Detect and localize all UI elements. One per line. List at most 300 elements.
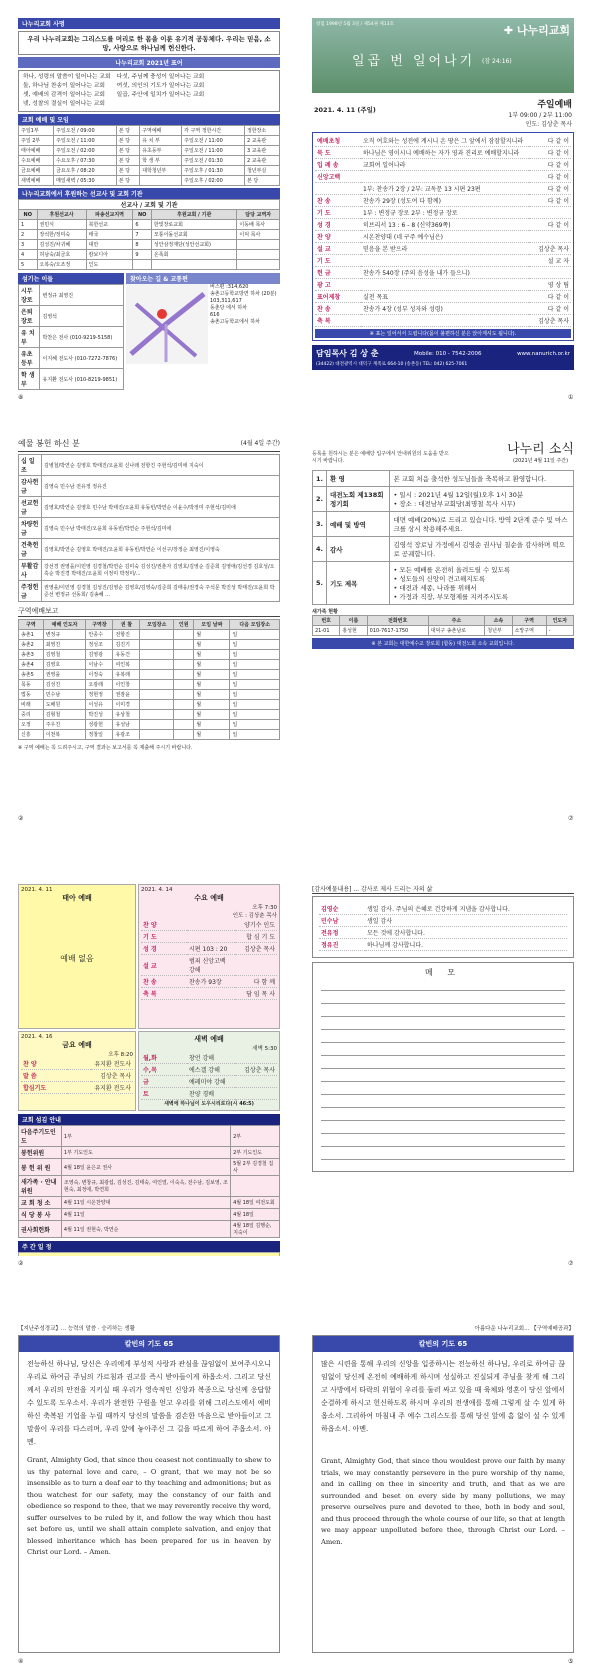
dawn-row-cell: 찬양 경배 [187,1088,235,1100]
times-row-cell: 태아예배 [19,146,54,156]
news-date: (2021년 4월 11일 주간) [512,458,569,464]
thanks-row [319,927,567,939]
offering-row-cell: 권영을/이민영 김경철 김성진/김영순 김영호/김영숙/김준희 김태웅/권경숙 주석문 박진성 박태진/오윤희 박준선 변정규 선동희/ 김송혜 ... [42,581,280,602]
order-row [315,135,571,147]
cell-row-cell: 신흥 [19,730,44,740]
offering-row [19,518,280,539]
cell-row-cell: 정창일 [86,730,113,740]
bus-label: 버스편 : [210,284,228,290]
cell-row-cell: 최영진 [43,640,86,650]
order-row-cell [361,171,529,183]
offering-row-cell: 김영숙 민수남 박태진/오윤희 유동빈/박연순 주현석/김미애 [42,518,280,539]
order-row-cell: 김상춘 목사 [529,243,571,255]
order-row [315,315,571,327]
bus-line [210,298,280,305]
cell-row-cell: 이천복 [43,730,86,740]
prayer-title: 칼빈의 기도 65 [19,1336,279,1352]
mission-row-cell: 한빛장로교회 [151,220,236,230]
cell-row-cell: 성광헌 [86,720,113,730]
offering-row-cell: 김영숙 민수남 전유정 정유진 [42,476,280,497]
news-row-cell: • 일시 : 2021년 4월 12일(월)오후 1시 30분 • 장소 : 대전남부교회당(최명철 목사 시무) [390,487,574,512]
cell-row [19,720,280,730]
times-row-cell [140,176,182,186]
times-row-cell: 대학청년부 [140,166,182,176]
order-row-cell: 믿음을 본 받으라 [361,243,529,255]
dawn-row-cell [235,1076,277,1088]
offering-row-cell: 김영호/박연순 김영호 민수남 박태진/오윤희 유동빈/박연순 이윤수/박정미 주현석/김미애 [42,497,280,518]
page-4 [18,1324,280,1660]
cell-row-cell: 이미경 [113,700,140,710]
cell-row-cell [140,680,174,690]
order-row-cell: 축 복 [315,315,361,327]
page-number: ① [568,394,574,401]
wed-row-cell: 성 경 [141,943,187,955]
cell-row-cell: 김영호 [43,660,86,670]
left-tag: 【지난주성경교】... 능력의 말씀 · 승리하는 생활 [18,1326,136,1332]
memo-box [312,962,574,1172]
cell-row-cell [140,650,174,660]
goal-item: 하나, 성령의 말씀이 일어나는 교회 [23,74,111,80]
mission-table [18,209,280,270]
cell-row [19,660,280,670]
goal-title: 나누리교회 2021년 표어 [18,57,280,68]
order-row-cell: 다 같 이 [529,291,571,303]
cell-row-cell: 권영을 [43,670,86,680]
news-row-cell: 기도 제목 [327,562,390,605]
staff-row-cell: 박찬은 전사 (010-9219-5158) [40,327,124,348]
news-row-cell: 감사 [327,537,390,562]
order-row [315,255,571,267]
times-row-cell: 주일오전 / 09:00 [54,126,117,136]
order-row-cell: 다 같 이 [529,303,571,315]
order-row [315,291,571,303]
page-number: ⑦ [568,815,574,822]
friday-worship-card [18,1031,136,1111]
cell-row-cell: 일 [230,720,280,730]
order-note: ※ 표는 일어서서 드립니다(몸이 불편하신 분은 앉아계셔도 됩니다). [315,329,571,338]
mission-row-cell: 9 [133,250,152,260]
mission-row-cell: 김성진/차귀혜 [37,240,86,250]
mission-row-cell: 온폭회 [151,250,236,260]
cell-row-cell: 월 [194,730,230,740]
mission-row-cell: 5 [19,260,38,270]
mission-row-cell: 오복숙/오조정 [37,260,86,270]
staff-row-cell: 이지혜 전도사 (010-7272-7876) [40,348,124,369]
cell-row-cell: 송촌4 [19,660,44,670]
mission-row-cell: 8 [133,240,152,250]
thanks-row-cell: 모든 것에 감사합니다. [365,927,567,939]
cell-report-table [18,619,280,740]
staff-row [19,369,124,390]
news-title: 나누리 소식 [507,442,574,457]
cell-row-cell: 이남수 [86,660,113,670]
offering-row-cell: 강선경 권영을/이민영 김경철/박연순 김미숙 김성진/권춘자 김영호/김영순 김준희 김영애/김선경 김호성/오혹순 박진경 박태진/오윤희 이정미 박정미/... [42,560,280,581]
prayer-korean: 전능하신 하나님, 당신은 우리에게 부성적 사랑과 관심을 끊임없이 보여주시오니 우리로 하여금 주님의 가르침과 권고를 즉시 받아들이게 하옵소서. 그리고 당신께서 우리의 안전을 지키실 때 우리가 영속적인 신앙과 복종으로 당신께 응답할 수 있도록 도우소서. 우리가 완전한 구원을 얻고 우리를 위해 그리스도에서 예비하신 축복된 기업을 누릴 때까지 당신의 말씀을 겸손한 마음으로 받아들이고 그 말씀이 우리를 다스리며, 우리 앞에 놓아주신 그 길을 따르게 하여 주옵소서. 아멘. [27,1360,271,1446]
times-row [19,136,280,146]
page-3 [18,884,280,1256]
cell-row-cell: 오광래 [86,680,113,690]
table-header: 모임장소 [140,620,174,630]
order-row-cell [315,183,361,195]
dawn-row [141,1064,277,1076]
mission-row-cell: 허남숙/최금호 [37,250,86,260]
cell-row-cell [174,670,194,680]
memo-line [321,1134,565,1147]
order-row-cell: 찬송가 29장 (성도여 다 함께) [361,195,529,207]
staff-row [19,390,124,391]
mission-row [19,250,280,260]
bus-value: 616 [210,312,220,318]
bulletin-date: 2021. 4. 11 (주일) [314,106,376,114]
cell-row-cell: 법동 [19,690,44,700]
goals-right [117,73,205,109]
page-number: ⑧ [18,394,24,401]
times-row-cell: 정한장소 [244,126,279,136]
cell-row-cell: 송촌3 [19,650,44,660]
memo-line [321,1082,565,1095]
cell-row-cell: 월 [194,680,230,690]
dawn-row-cell [235,1088,277,1100]
mission-row-cell: 6 [133,220,152,230]
thanks-row-cell: 민수남 [319,915,365,927]
dawn-row-cell: 예레미야 강해 [187,1076,235,1088]
cell-row-cell: 일 [230,710,280,720]
table-header: 구역 [19,620,44,630]
mission-row-cell: 이동배 목사 [237,220,280,230]
newfam-row-cell: 010-7617-1750 [367,626,428,636]
cell-row [19,670,280,680]
times-row-cell: 본 당 [116,156,139,166]
serve-row-cell: 4월 11일 시온찬양대 [61,1197,230,1209]
cell-row-cell: 송촌5 [19,670,44,680]
wednesday-order [141,919,277,1000]
date: 2021. 4. 14 [141,887,173,893]
cell-row-cell: 변정규 [43,630,86,640]
order-row-cell: 광 고 [315,279,361,291]
serve-row [19,1197,280,1209]
leader: 인도 : 김상춘 목사 [232,913,277,919]
wed-row [141,955,277,976]
cell-row-cell: 유성남 [113,720,140,730]
serve-row-cell: 4월 18일 윤은교 권사 [61,1159,230,1176]
goal-item: 일곱, 주안에 일치가 일어나는 교회 [116,92,205,98]
cell-row-cell [174,730,194,740]
times-row-cell: 금요오후 / 08:20 [54,166,117,176]
staff-row-cell: 학 생 부 [19,369,40,390]
prayer-english: Grant, Almighty God, that since thou ceasest not continually to shew to us thy paternal love and care, – O grant, that we may not be so insensible as to turn a deaf ear to thy teaching and admonitions; but as thou watchest for our safety, may the constancy of our faith and obedience so respond to thee, that we may reverently receive thy word, suffer ourselves to be ruled by it, and follow the way which thou hast set before us, until we shall attain complete salvation, and enjoy that blessed inheritance which has been prepared for us in heaven by Christ our Lord. – Amen. [27,1456,271,1556]
fri-row-cell [67,1082,91,1094]
order-row-cell: 시온찬양대 (네 구주 예수님은) [361,231,529,243]
times-row [19,146,280,156]
cell-row [19,730,280,740]
order-row-cell: 성 경 [315,219,361,231]
order-row-cell [529,231,571,243]
offering-row-cell: 부활감사 [19,560,42,581]
times-row-cell: 본 당 [116,166,139,176]
logo-icon: ✚ [503,24,517,37]
times-row-cell: 매일새벽 / 05:30 [54,176,117,186]
friday-order [21,1058,133,1094]
banner-title: 일곱 번 일어나기 [352,54,476,69]
staff-table [18,284,124,390]
cell-row-cell: 월 [194,710,230,720]
order-row [315,183,571,195]
vision-title: 나누리교회 사명 [18,18,280,29]
offering-table [18,454,280,602]
bus-value: 송촌고등학교에서 하차 [210,319,260,325]
memo-line [321,1004,565,1017]
wed-row-cell [187,919,235,931]
memo-line [321,1108,565,1121]
order-row-cell: 입 례 송 [315,159,361,171]
staff-row [19,348,124,369]
staff-row-cell [19,390,40,391]
news-row [313,562,574,605]
staff-row [19,306,124,327]
cell-row [19,710,280,720]
times-row [19,166,280,176]
cell-row-cell [140,690,174,700]
fri-row [21,1082,133,1094]
news-row-cell: 5. [313,562,327,605]
cell-row-cell: 주우진 [43,720,86,730]
memo-title: 메 모 [425,968,461,977]
offering-row [19,581,280,602]
table-header: 전화번호 [367,616,428,626]
serve-row-cell: 조영숙, 변창규, 최광섭, 김성진, 김태숙, 여인열, 이숙옥, 전수남, 김보영, 조현숙, 최정애, 박연희 [61,1176,230,1197]
page-number: ② [18,1260,24,1267]
serve-title: 교회 섬김 안내 [18,1114,280,1125]
serve-row-cell: 4월 11일 [61,1209,230,1221]
goal-item: 셋, 예배의 감격이 일어나는 교회 [23,92,106,98]
serve-row-cell: 권사회헌화 [19,1221,62,1238]
fri-row-cell [67,1070,91,1082]
order-row-cell: 설 교 [315,243,361,255]
table-header: NO [19,210,38,220]
serve-table [18,1125,280,1238]
title: 새벽 예배 [194,1035,224,1043]
cell-row-cell [174,720,194,730]
cell-row-cell: 월 [194,650,230,660]
serve-row-cell: 1부 [61,1126,230,1147]
cell-row-cell: 월 [194,700,230,710]
table-header: 주소 [428,616,485,626]
times-row-cell: 본 당 [116,126,139,136]
times-row-cell: 각 구역 정한시간 [182,126,245,136]
wed-row [141,988,277,1000]
serve-row [19,1176,280,1197]
cell-row-cell: 월 [194,660,230,670]
serve-row-cell [231,1176,280,1197]
order-row [315,219,571,231]
news-row-cell: 3. [313,512,327,537]
serve-row [19,1126,280,1147]
times-row-cell: 2 교육관 [244,156,279,166]
wed-row [141,976,277,988]
cell-row-cell: 유상철 [113,710,140,720]
cell-row-cell [140,670,174,680]
cell-row-cell [174,700,194,710]
memo-line [321,978,565,991]
cell-row-cell [174,640,194,650]
order-row-cell: 기 도 [315,207,361,219]
right-tag: 아름다운 나누리교회... 【구역예배공과】 [474,1326,574,1332]
order-row-cell: 김상춘 목사 [529,315,571,327]
prayer-english: Grant, Almighty God, that since thou wouldest prove our faith by many trials, we may constantly persevere in the pure worship of thy name, and in calling on thee in sincerity and truth, and that as we are surrounded and beset on every side by many pollutions, we may preserve ourselves pure and devoted to thee, both in body and soul, and thus proceed through the whole course of our life, so that at length we may appear unpolluted before thee, through Christ our Lord. – Amen. [321,1457,565,1546]
page-number: ⑦ [568,1260,574,1267]
cell-row-cell: 유동건 [113,650,140,660]
prayer-title: 칼빈의 기도 65 [313,1336,573,1352]
times-row-cell: 주일오후 / 01:30 [182,166,245,176]
page-number: ⑤ [568,1658,574,1665]
cell-row-cell: 정성조 [86,640,113,650]
cell-row-cell: 유복래 [113,670,140,680]
offering-row [19,476,280,497]
thanks-row [319,915,567,927]
cell-row-cell: 비래 [19,700,44,710]
staff-row-cell: 은퇴장로 [19,306,40,327]
cell-row-cell [140,730,174,740]
times-row [19,156,280,166]
serve-row-cell: 새가족 · 안내위원 [19,1176,62,1197]
newfam-row-cell: - [546,626,573,636]
bus-line [210,305,280,312]
order-of-worship [315,135,571,327]
wed-row-cell: 다 함 께 [235,976,277,988]
staff-row-cell: 변정규 최영진 [40,285,124,306]
serve-row-cell: 4월 18일 여전도회 [231,1197,280,1209]
order-row-cell: 찬 송 [315,303,361,315]
staff-title: 섬기는 이들 [18,273,124,284]
news-row [313,471,574,487]
cell-row-cell [174,660,194,670]
bus-value: 동춘당 에서 하차 [210,305,247,311]
cell-row-cell: 월 [194,720,230,730]
cell-row-cell: 일 [230,630,280,640]
goal-item: 둘, 하나님 찬송이 일어나는 교회 [23,83,106,89]
order-row [315,159,571,171]
dawn-row-cell: 김상춘 목사 [235,1064,277,1076]
memo-line [321,1030,565,1043]
table-header: 담당 교역자 [237,210,280,220]
website-link[interactable]: www.nanurich.or.kr [517,350,570,357]
fri-row-cell [67,1058,91,1070]
memo-line [321,1043,565,1056]
cell-row-cell: 여인복 [113,660,140,670]
offer-title: 예물 봉헌 하신 분 [18,439,80,448]
order-row-cell: 다 같 이 [529,171,571,183]
date: 2021. 4. 11 [21,887,53,893]
cell-row-cell: 권잠윤 [113,690,140,700]
fri-row-cell: 김상춘 목사 [91,1070,133,1082]
serve-row-cell: 4월 18일 [231,1209,280,1221]
mission-row-cell: 태국 [86,230,133,240]
thanks-row-cell: 정유진 [319,939,365,951]
mission-row-cell: 4 [19,250,38,260]
dawn-order [141,1052,277,1100]
banner-small: 창립 1998년 5월 3일 / 제54권 제13호 [316,22,394,27]
table-header: 소속 [485,616,512,626]
serve-row-cell: 4월 18일 김행순, 지숙이 [231,1221,280,1238]
order-row-cell: 기 도 [315,255,361,267]
cell-row-cell: 월 [194,640,230,650]
news-row-cell: 2. [313,487,327,512]
cell-row-cell: 월 [194,630,230,640]
preacher: 인도: 김상춘 목사 [525,121,572,128]
times-row [19,126,280,136]
order-row-cell: 오직 여호와는 성전에 계시니 온 땅은 그 앞에서 잠잠할지니라 [361,135,529,147]
dawn-row-cell: 토 [141,1088,187,1100]
service-times: 1부 09:00 / 2부 11:00 [508,112,572,119]
wednesday-worship-card [138,884,280,1029]
newfam-row [313,626,574,636]
offering-row-cell: 선교헌금 [19,497,42,518]
mission-row-cell [237,260,280,270]
dawn-row-cell [235,1052,277,1064]
cell-row-cell: 민수남 [43,690,86,700]
times-row-cell: 3 교육관 [244,146,279,156]
offering-row [19,539,280,560]
order-row-cell: 표어제창 [315,291,361,303]
mission-row-cell: 대만 [86,240,133,250]
order-row [315,171,571,183]
news-row [313,487,574,512]
mission-row-cell: 모퉁이돌선교회 [151,230,236,240]
serve-row-cell: 봉헌위원 [19,1147,62,1159]
news-row-cell: 4. [313,537,327,562]
mission-row-cell: 2 [19,230,38,240]
title: 수요 예배 [194,894,224,902]
order-row [315,231,571,243]
bus-line [210,312,280,319]
order-row-cell [529,207,571,219]
wed-row-cell [235,955,277,976]
serve-row-cell: 식 당 봉 사 [19,1209,62,1221]
news-row-cell: 1. [313,471,327,487]
dawn-row-cell: 에스겔 강해 [187,1064,235,1076]
cell-row-cell [174,630,194,640]
order-row [315,267,571,279]
time: 오후 7:30 [252,905,277,911]
footer-contact [312,345,574,370]
serve-row-cell: 교 회 청 소 [19,1197,62,1209]
offering-row-cell: 십 일 조 [19,455,42,476]
dawn-row [141,1088,277,1100]
times-row-cell: 수요예배 [19,156,54,166]
dawn-row [141,1076,277,1088]
cell-row-cell: 정현정 [86,690,113,700]
dawn-row [141,1052,277,1064]
cell-row-cell: 일 [230,660,280,670]
mission-row-cell: 3 [19,240,38,250]
pastor-name: 담임목사 김 상 춘 [316,349,379,358]
cell-row-cell: 송촌1 [19,630,44,640]
cell-row-cell [140,660,174,670]
staff-row-cell: 유 치 부 [19,327,40,348]
wed-row-cell: 축 복 [141,988,187,1000]
offer-date: (4월 4일 주간) [240,440,280,447]
motto: 새벽에 하나님이 도우시리로다(시 46:5) [164,1101,254,1107]
cell-title: 구역예배보고 [18,606,280,617]
order-row-cell: 영 상 팀 [529,279,571,291]
order-row-cell: 다 같 이 [529,219,571,231]
newfam-row-cell: 소망구역 [512,626,546,636]
dawn-row-cell: 금 [141,1076,187,1088]
table-header: 파송선교지역 [86,210,133,220]
cell-row-cell [174,710,194,720]
serve-row [19,1159,280,1176]
staff-row-cell: 유초등부 [19,348,40,369]
